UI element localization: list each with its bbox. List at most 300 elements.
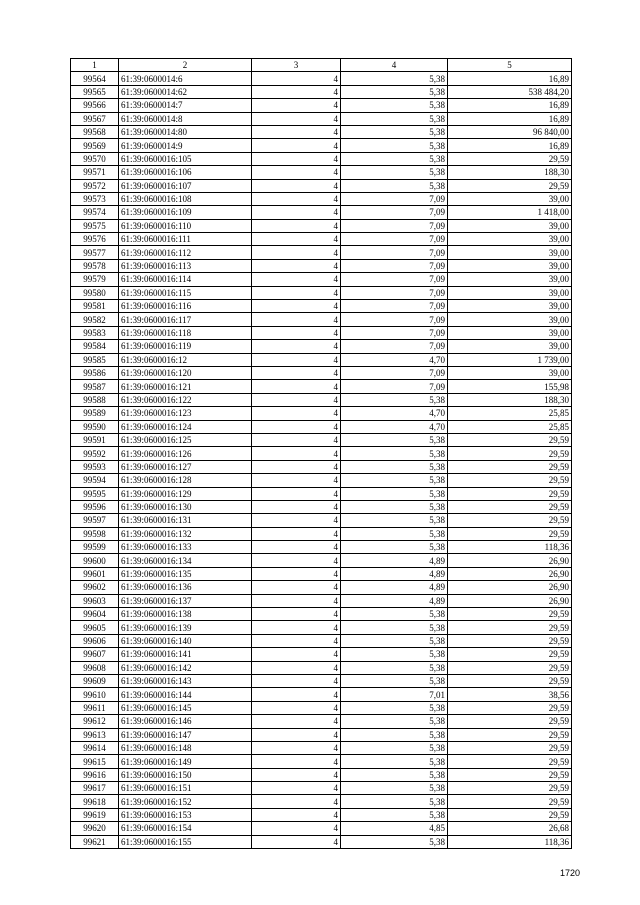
cadastral-number-cell: 61:39:0600016:108 — [119, 192, 252, 205]
code-cell: 4 — [252, 447, 341, 460]
code-cell: 4 — [252, 581, 341, 594]
rate-cell: 5,38 — [341, 741, 448, 754]
row-number-cell: 99579 — [71, 273, 119, 286]
rate-cell: 5,38 — [341, 514, 448, 527]
table-row — [71, 72, 572, 85]
cadastral-number-cell: 61:39:0600016:136 — [119, 581, 252, 594]
table-row — [71, 353, 572, 366]
row-number-cell: 99599 — [71, 541, 119, 554]
cadastral-number-cell: 61:39:0600014:6 — [119, 72, 252, 85]
table-row — [71, 527, 572, 540]
table-row — [71, 715, 572, 728]
code-cell: 4 — [252, 125, 341, 138]
amount-cell: 39,00 — [448, 286, 572, 299]
rate-cell: 5,38 — [341, 808, 448, 821]
code-cell: 4 — [252, 674, 341, 687]
rate-cell: 7,09 — [341, 326, 448, 339]
cadastral-number-cell: 61:39:0600016:138 — [119, 608, 252, 621]
amount-cell: 29,59 — [448, 634, 572, 647]
amount-cell: 29,59 — [448, 608, 572, 621]
code-cell: 4 — [252, 353, 341, 366]
row-number-cell: 99606 — [71, 634, 119, 647]
rate-cell: 7,09 — [341, 206, 448, 219]
code-cell: 4 — [252, 85, 341, 98]
cadastral-number-cell: 61:39:0600016:118 — [119, 326, 252, 339]
cadastral-number-cell: 61:39:0600016:154 — [119, 822, 252, 835]
rate-cell: 5,38 — [341, 152, 448, 165]
amount-cell: 188,30 — [448, 393, 572, 406]
code-cell: 4 — [252, 72, 341, 85]
amount-cell: 25,85 — [448, 407, 572, 420]
cadastral-number-cell: 61:39:0600016:137 — [119, 594, 252, 607]
cadastral-number-cell: 61:39:0600016:152 — [119, 795, 252, 808]
code-cell: 4 — [252, 567, 341, 580]
table-row — [71, 313, 572, 326]
row-number-cell: 99590 — [71, 420, 119, 433]
table-row — [71, 782, 572, 795]
code-cell: 4 — [252, 474, 341, 487]
rate-cell: 5,38 — [341, 755, 448, 768]
rate-cell: 5,38 — [341, 715, 448, 728]
amount-cell: 29,59 — [448, 674, 572, 687]
rate-cell: 7,09 — [341, 313, 448, 326]
row-number-cell: 99614 — [71, 741, 119, 754]
table-row — [71, 768, 572, 781]
cadastral-number-cell: 61:39:0600016:141 — [119, 648, 252, 661]
rate-cell: 7,09 — [341, 340, 448, 353]
cadastral-number-cell: 61:39:0600016:116 — [119, 300, 252, 313]
rate-cell: 5,38 — [341, 621, 448, 634]
table-row — [71, 554, 572, 567]
cadastral-number-cell: 61:39:0600016:107 — [119, 179, 252, 192]
rate-cell: 5,38 — [341, 701, 448, 714]
table-row — [71, 808, 572, 821]
amount-cell: 26,90 — [448, 554, 572, 567]
cadastral-number-cell: 61:39:0600016:143 — [119, 674, 252, 687]
amount-cell: 538 484,20 — [448, 85, 572, 98]
amount-cell: 29,59 — [448, 701, 572, 714]
amount-cell: 39,00 — [448, 273, 572, 286]
rate-cell: 7,09 — [341, 366, 448, 379]
amount-cell: 38,56 — [448, 688, 572, 701]
row-number-cell: 99617 — [71, 782, 119, 795]
row-number-cell: 99601 — [71, 567, 119, 580]
rate-cell: 4,89 — [341, 594, 448, 607]
code-cell: 4 — [252, 768, 341, 781]
code-cell: 4 — [252, 99, 341, 112]
table-row — [71, 259, 572, 272]
rate-cell: 7,09 — [341, 246, 448, 259]
rate-cell: 5,38 — [341, 648, 448, 661]
code-cell: 4 — [252, 152, 341, 165]
table-row — [71, 608, 572, 621]
row-number-cell: 99613 — [71, 728, 119, 741]
row-number-cell: 99592 — [71, 447, 119, 460]
rate-cell: 7,09 — [341, 219, 448, 232]
row-number-cell: 99588 — [71, 393, 119, 406]
row-number-cell: 99586 — [71, 366, 119, 379]
cadastral-number-cell: 61:39:0600016:115 — [119, 286, 252, 299]
row-number-cell: 99607 — [71, 648, 119, 661]
cadastral-number-cell: 61:39:0600016:117 — [119, 313, 252, 326]
table-row — [71, 246, 572, 259]
row-number-cell: 99616 — [71, 768, 119, 781]
amount-cell: 29,59 — [448, 661, 572, 674]
code-cell: 4 — [252, 554, 341, 567]
header-cell-1: 1 — [71, 59, 119, 72]
code-cell: 4 — [252, 139, 341, 152]
row-number-cell: 99566 — [71, 99, 119, 112]
amount-cell: 26,90 — [448, 567, 572, 580]
rate-cell: 5,38 — [341, 85, 448, 98]
code-cell: 4 — [252, 166, 341, 179]
row-number-cell: 99618 — [71, 795, 119, 808]
amount-cell: 29,59 — [448, 808, 572, 821]
table-row — [71, 500, 572, 513]
row-number-cell: 99583 — [71, 326, 119, 339]
rate-cell: 4,89 — [341, 581, 448, 594]
cadastral-number-cell: 61:39:0600016:125 — [119, 433, 252, 446]
code-cell: 4 — [252, 594, 341, 607]
amount-cell: 29,59 — [448, 500, 572, 513]
code-cell: 4 — [252, 233, 341, 246]
code-cell: 4 — [252, 192, 341, 205]
rate-cell: 5,38 — [341, 768, 448, 781]
code-cell: 4 — [252, 340, 341, 353]
cadastral-number-cell: 61:39:0600014:80 — [119, 125, 252, 138]
table-row — [71, 85, 572, 98]
table-row — [71, 366, 572, 379]
amount-cell: 96 840,00 — [448, 125, 572, 138]
cadastral-number-cell: 61:39:0600016:133 — [119, 541, 252, 554]
table-row — [71, 460, 572, 473]
amount-cell: 39,00 — [448, 366, 572, 379]
code-cell: 4 — [252, 755, 341, 768]
table-row — [71, 567, 572, 580]
cadastral-number-cell: 61:39:0600014:9 — [119, 139, 252, 152]
cadastral-number-cell: 61:39:0600016:146 — [119, 715, 252, 728]
amount-cell: 29,59 — [448, 474, 572, 487]
rate-cell: 5,38 — [341, 179, 448, 192]
cadastral-number-cell: 61:39:0600016:109 — [119, 206, 252, 219]
row-number-cell: 99587 — [71, 380, 119, 393]
table-row — [71, 286, 572, 299]
row-number-cell: 99578 — [71, 259, 119, 272]
rate-cell: 4,70 — [341, 420, 448, 433]
code-cell: 4 — [252, 527, 341, 540]
amount-cell: 16,89 — [448, 99, 572, 112]
code-cell: 4 — [252, 487, 341, 500]
table-row — [71, 233, 572, 246]
amount-cell: 29,59 — [448, 782, 572, 795]
cadastral-number-cell: 61:39:0600014:8 — [119, 112, 252, 125]
row-number-cell: 99574 — [71, 206, 119, 219]
row-number-cell: 99569 — [71, 139, 119, 152]
cadastral-number-cell: 61:39:0600016:131 — [119, 514, 252, 527]
table-row — [71, 634, 572, 647]
table-row — [71, 688, 572, 701]
table-row — [71, 835, 572, 848]
rate-cell: 5,38 — [341, 460, 448, 473]
code-cell: 4 — [252, 433, 341, 446]
cadastral-number-cell: 61:39:0600016:122 — [119, 393, 252, 406]
cadastral-number-cell: 61:39:0600016:119 — [119, 340, 252, 353]
table-body — [71, 72, 572, 849]
header-cell-2: 2 — [119, 59, 252, 72]
header-row — [71, 59, 572, 72]
rate-cell: 5,38 — [341, 447, 448, 460]
rate-cell: 5,38 — [341, 125, 448, 138]
rate-cell: 5,38 — [341, 393, 448, 406]
cadastral-number-cell: 61:39:0600016:144 — [119, 688, 252, 701]
row-number-cell: 99597 — [71, 514, 119, 527]
cadastral-number-cell: 61:39:0600016:149 — [119, 755, 252, 768]
table-row — [71, 581, 572, 594]
row-number-cell: 99582 — [71, 313, 119, 326]
amount-cell: 29,59 — [448, 715, 572, 728]
code-cell: 4 — [252, 541, 341, 554]
amount-cell: 39,00 — [448, 300, 572, 313]
amount-cell: 39,00 — [448, 313, 572, 326]
table-row — [71, 300, 572, 313]
row-number-cell: 99568 — [71, 125, 119, 138]
code-cell: 4 — [252, 420, 341, 433]
amount-cell: 29,59 — [448, 487, 572, 500]
amount-cell: 29,59 — [448, 179, 572, 192]
amount-cell: 39,00 — [448, 326, 572, 339]
cadastral-number-cell: 61:39:0600016:114 — [119, 273, 252, 286]
cadastral-number-cell: 61:39:0600016:124 — [119, 420, 252, 433]
amount-cell: 1 418,00 — [448, 206, 572, 219]
rate-cell: 4,70 — [341, 407, 448, 420]
code-cell: 4 — [252, 326, 341, 339]
rate-cell: 5,38 — [341, 634, 448, 647]
code-cell: 4 — [252, 259, 341, 272]
table-row — [71, 99, 572, 112]
amount-cell: 29,59 — [448, 514, 572, 527]
cadastral-number-cell: 61:39:0600014:7 — [119, 99, 252, 112]
code-cell: 4 — [252, 407, 341, 420]
code-cell: 4 — [252, 621, 341, 634]
rate-cell: 5,38 — [341, 782, 448, 795]
row-number-cell: 99580 — [71, 286, 119, 299]
table-row — [71, 393, 572, 406]
rate-cell: 4,89 — [341, 554, 448, 567]
rate-cell: 7,01 — [341, 688, 448, 701]
code-cell: 4 — [252, 246, 341, 259]
cadastral-number-cell: 61:39:0600016:110 — [119, 219, 252, 232]
table-row — [71, 420, 572, 433]
data-table — [70, 58, 572, 849]
row-number-cell: 99604 — [71, 608, 119, 621]
table-row — [71, 648, 572, 661]
code-cell: 4 — [252, 728, 341, 741]
rate-cell: 5,38 — [341, 72, 448, 85]
amount-cell: 39,00 — [448, 219, 572, 232]
cadastral-number-cell: 61:39:0600016:145 — [119, 701, 252, 714]
rate-cell: 4,85 — [341, 822, 448, 835]
rate-cell: 7,09 — [341, 300, 448, 313]
row-number-cell: 99575 — [71, 219, 119, 232]
rate-cell: 5,38 — [341, 500, 448, 513]
rate-cell: 5,38 — [341, 835, 448, 848]
cadastral-number-cell: 61:39:0600016:128 — [119, 474, 252, 487]
cadastral-number-cell: 61:39:0600016:132 — [119, 527, 252, 540]
table-row — [71, 674, 572, 687]
row-number-cell: 99615 — [71, 755, 119, 768]
amount-cell: 26,90 — [448, 594, 572, 607]
amount-cell: 29,59 — [448, 527, 572, 540]
amount-cell: 39,00 — [448, 192, 572, 205]
amount-cell: 39,00 — [448, 233, 572, 246]
row-number-cell: 99610 — [71, 688, 119, 701]
table-row — [71, 326, 572, 339]
rate-cell: 7,09 — [341, 192, 448, 205]
row-number-cell: 99589 — [71, 407, 119, 420]
amount-cell: 16,89 — [448, 112, 572, 125]
amount-cell: 29,59 — [448, 621, 572, 634]
code-cell: 4 — [252, 688, 341, 701]
code-cell: 4 — [252, 661, 341, 674]
cadastral-number-cell: 61:39:0600016:105 — [119, 152, 252, 165]
code-cell: 4 — [252, 179, 341, 192]
cadastral-number-cell: 61:39:0600016:150 — [119, 768, 252, 781]
table-row — [71, 474, 572, 487]
rate-cell: 5,38 — [341, 674, 448, 687]
row-number-cell: 99603 — [71, 594, 119, 607]
row-number-cell: 99567 — [71, 112, 119, 125]
amount-cell: 29,59 — [448, 648, 572, 661]
table-row — [71, 755, 572, 768]
amount-cell: 118,36 — [448, 835, 572, 848]
cadastral-number-cell: 61:39:0600014:62 — [119, 85, 252, 98]
table-row — [71, 822, 572, 835]
amount-cell: 29,59 — [448, 152, 572, 165]
amount-cell: 29,59 — [448, 433, 572, 446]
rate-cell: 5,38 — [341, 166, 448, 179]
table-row — [71, 380, 572, 393]
row-number-cell: 99594 — [71, 474, 119, 487]
table-row — [71, 112, 572, 125]
code-cell: 4 — [252, 313, 341, 326]
code-cell: 4 — [252, 808, 341, 821]
amount-cell: 25,85 — [448, 420, 572, 433]
cadastral-number-cell: 61:39:0600016:140 — [119, 634, 252, 647]
row-number-cell: 99576 — [71, 233, 119, 246]
rate-cell: 7,09 — [341, 380, 448, 393]
cadastral-number-cell: 61:39:0600016:127 — [119, 460, 252, 473]
header-cell-4: 4 — [341, 59, 448, 72]
amount-cell: 39,00 — [448, 340, 572, 353]
cadastral-number-cell: 61:39:0600016:106 — [119, 166, 252, 179]
amount-cell: 188,30 — [448, 166, 572, 179]
table-row — [71, 487, 572, 500]
cadastral-number-cell: 61:39:0600016:134 — [119, 554, 252, 567]
row-number-cell: 99591 — [71, 433, 119, 446]
table-row — [71, 407, 572, 420]
cadastral-number-cell: 61:39:0600016:111 — [119, 233, 252, 246]
table-row — [71, 728, 572, 741]
cadastral-number-cell: 61:39:0600016:12 — [119, 353, 252, 366]
rate-cell: 5,38 — [341, 112, 448, 125]
row-number-cell: 99619 — [71, 808, 119, 821]
rate-cell: 7,09 — [341, 233, 448, 246]
row-number-cell: 99571 — [71, 166, 119, 179]
row-number-cell: 99602 — [71, 581, 119, 594]
amount-cell: 1 739,00 — [448, 353, 572, 366]
cadastral-number-cell: 61:39:0600016:121 — [119, 380, 252, 393]
cadastral-number-cell: 61:39:0600016:155 — [119, 835, 252, 848]
code-cell: 4 — [252, 715, 341, 728]
code-cell: 4 — [252, 206, 341, 219]
amount-cell: 26,68 — [448, 822, 572, 835]
rate-cell: 5,38 — [341, 661, 448, 674]
table-row — [71, 139, 572, 152]
cadastral-number-cell: 61:39:0600016:112 — [119, 246, 252, 259]
table-row — [71, 340, 572, 353]
table-row — [71, 741, 572, 754]
code-cell: 4 — [252, 380, 341, 393]
code-cell: 4 — [252, 608, 341, 621]
cadastral-number-cell: 61:39:0600016:130 — [119, 500, 252, 513]
code-cell: 4 — [252, 741, 341, 754]
code-cell: 4 — [252, 393, 341, 406]
amount-cell: 29,59 — [448, 741, 572, 754]
rate-cell: 5,38 — [341, 608, 448, 621]
cadastral-number-cell: 61:39:0600016:123 — [119, 407, 252, 420]
cadastral-number-cell: 61:39:0600016:148 — [119, 741, 252, 754]
amount-cell: 16,89 — [448, 139, 572, 152]
code-cell: 4 — [252, 300, 341, 313]
cadastral-number-cell: 61:39:0600016:120 — [119, 366, 252, 379]
rate-cell: 5,38 — [341, 541, 448, 554]
row-number-cell: 99600 — [71, 554, 119, 567]
cadastral-number-cell: 61:39:0600016:142 — [119, 661, 252, 674]
rate-cell: 5,38 — [341, 728, 448, 741]
amount-cell: 29,59 — [448, 447, 572, 460]
cadastral-number-cell: 61:39:0600016:139 — [119, 621, 252, 634]
table-row — [71, 621, 572, 634]
table-row — [71, 594, 572, 607]
amount-cell: 16,89 — [448, 72, 572, 85]
code-cell: 4 — [252, 273, 341, 286]
amount-cell: 29,59 — [448, 795, 572, 808]
amount-cell: 39,00 — [448, 246, 572, 259]
rate-cell: 5,38 — [341, 795, 448, 808]
table-row — [71, 514, 572, 527]
rate-cell: 5,38 — [341, 99, 448, 112]
rate-cell: 4,89 — [341, 567, 448, 580]
row-number-cell: 99573 — [71, 192, 119, 205]
cadastral-number-cell: 61:39:0600016:151 — [119, 782, 252, 795]
amount-cell: 26,90 — [448, 581, 572, 594]
table-row — [71, 166, 572, 179]
amount-cell: 118,36 — [448, 541, 572, 554]
cadastral-number-cell: 61:39:0600016:147 — [119, 728, 252, 741]
row-number-cell: 99605 — [71, 621, 119, 634]
row-number-cell: 99621 — [71, 835, 119, 848]
row-number-cell: 99584 — [71, 340, 119, 353]
rate-cell: 7,09 — [341, 273, 448, 286]
table-row — [71, 125, 572, 138]
table-row — [71, 219, 572, 232]
rate-cell: 5,38 — [341, 487, 448, 500]
code-cell: 4 — [252, 795, 341, 808]
row-number-cell: 99598 — [71, 527, 119, 540]
row-number-cell: 99564 — [71, 72, 119, 85]
header-cell-5: 5 — [448, 59, 572, 72]
table-row — [71, 273, 572, 286]
